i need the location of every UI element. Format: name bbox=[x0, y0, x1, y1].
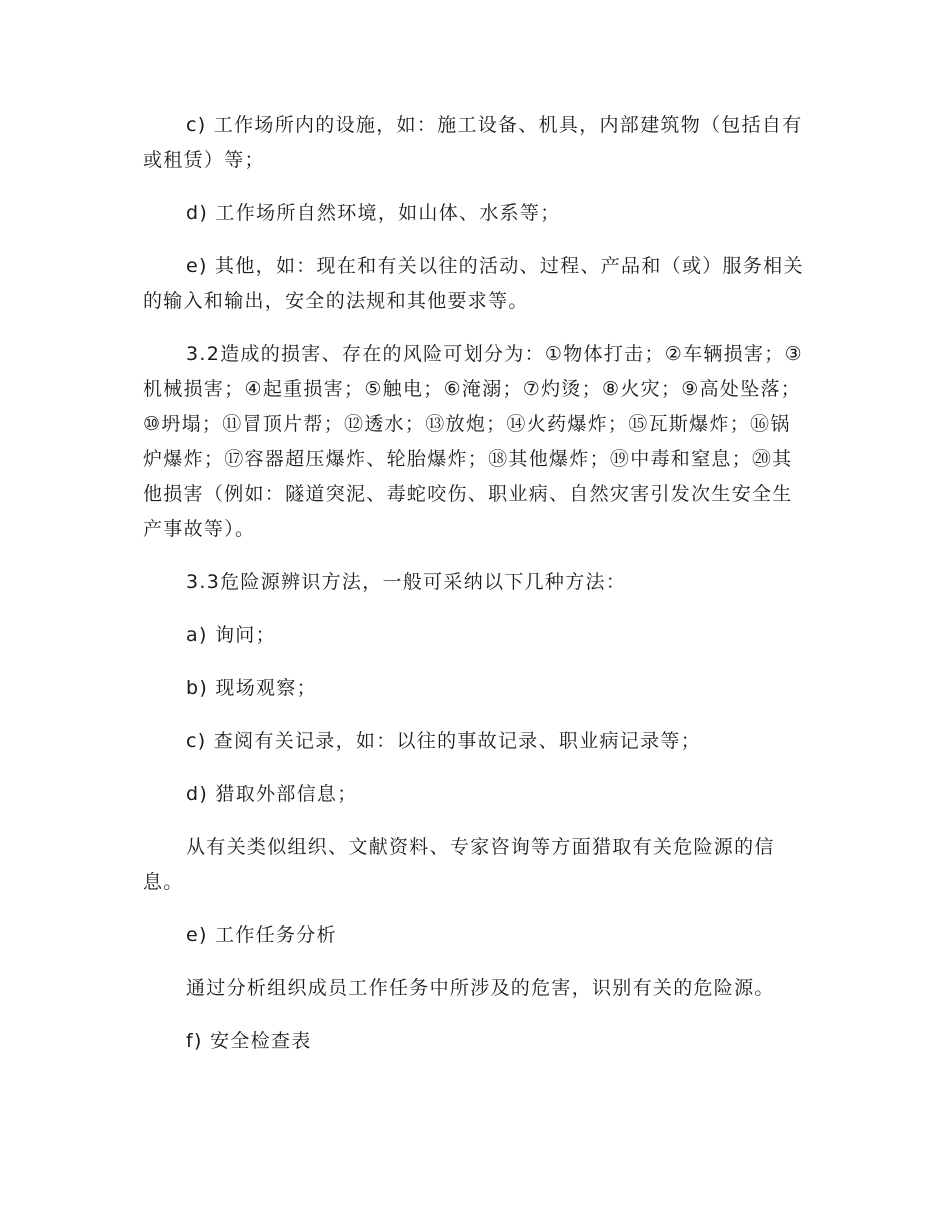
document-body bbox=[143, 108, 808, 1059]
paragraph-identification-methods: 3.3危险源辨识方法，一般可采纳以下几种方法： bbox=[186, 571, 627, 593]
paragraph-task-analysis-detail: 通过分析组织成员工作任务中所涉及的危害，识别有关的危险源。 bbox=[186, 977, 775, 999]
paragraph-method-observation: b) 现场观察； bbox=[186, 677, 317, 699]
paragraph-method-checklist: f) 安全检查表 bbox=[186, 1030, 312, 1052]
paragraph-hazard-types: 3.2造成的损害、存在的风险可划分为：①物体打击；②车辆损害；③机械损害；④起重损害；⑤触电；⑥淹溺；⑦灼烫；⑧火灾；⑨高处坠落；⑩坍塌；⑪冒顶片帮；⑫透水；⑬放炮；⑭火药爆炸；⑮瓦斯爆炸；⑯锅炉爆炸；⑰容器超压爆炸、轮胎爆炸；⑱其他爆炸；⑲中毒和窒息；⑳其他损害（例如：隧道突泥、毒蛇咬伤、职业病、自然灾害引发次生安全生产事故等）。 bbox=[143, 343, 803, 540]
paragraph-facilities: c) 工作场所内的设施，如：施工设备、机具，内部建筑物（包括自有或租赁）等； bbox=[143, 114, 803, 171]
paragraph-method-external-info: d) 猎取外部信息； bbox=[186, 783, 358, 805]
paragraph-method-records: c) 查阅有关记录，如：以往的事故记录、职业病记录等； bbox=[186, 730, 701, 752]
paragraph-external-info-detail: 从有关类似组织、文献资料、专家咨询等方面猎取有关危险源的信息。 bbox=[143, 836, 775, 893]
paragraph-method-inquiry: a) 询问； bbox=[186, 624, 276, 646]
paragraph-other: e) 其他，如：现在和有关以往的活动、过程、产品和（或）服务相关的输入和输出，安全的法规和其他要求等。 bbox=[143, 255, 804, 312]
paragraph-method-task-analysis: e) 工作任务分析 bbox=[186, 924, 337, 946]
paragraph-natural-environment: d) 工作场所自然环境，如山体、水系等； bbox=[186, 202, 561, 224]
